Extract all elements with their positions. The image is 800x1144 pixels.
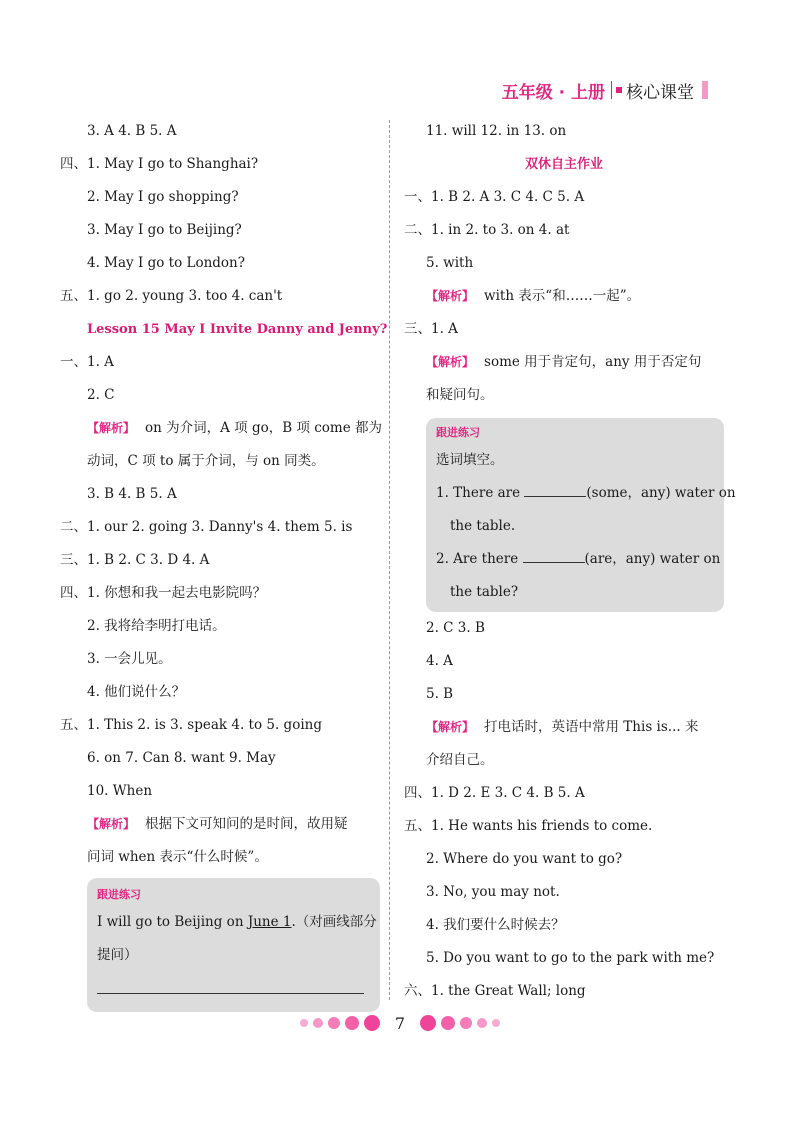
answer-line: 2. C 3. B [426, 620, 485, 636]
practice-question [436, 477, 736, 510]
header-divider [611, 81, 612, 99]
answer-line: 六、1. the Great Wall; long [404, 983, 586, 999]
dot-icon [477, 1018, 487, 1028]
column-divider [389, 120, 390, 1000]
analysis-tag: 【解析】 [87, 421, 136, 435]
practice-title: 跟进练习 [436, 426, 480, 439]
answer-line: 4. May I go to London? [87, 255, 245, 271]
dot-icon [313, 1018, 323, 1028]
analysis-note [60, 412, 383, 445]
answer-line: 10. When [87, 783, 153, 799]
practice-question [436, 543, 721, 576]
question-continuation: the table? [450, 584, 519, 600]
analysis-tag: 【解析】 [426, 355, 475, 369]
dot-icon [420, 1015, 436, 1031]
question-text: .（对画线部分 [291, 914, 377, 930]
answer-line: 一、1. B 2. A 3. C 4. C 5. A [404, 189, 585, 205]
answer-line: 三、1. A [404, 321, 458, 337]
question-text: 1. There are [436, 485, 525, 501]
analysis-text: some 用于肯定句，any 用于否定句 [484, 354, 702, 370]
fill-blank[interactable] [524, 484, 586, 497]
answer-line: 2. May I go shopping? [87, 189, 239, 205]
answer-line: 三、1. B 2. C 3. D 4. A [60, 552, 210, 568]
answer-line: 4. 他们说什么？ [87, 684, 186, 700]
section-label: 核心课堂 [626, 82, 694, 103]
analysis-tag: 【解析】 [87, 817, 136, 831]
answer-line: 一、1. A [60, 354, 114, 370]
analysis-text: 问词 when 表示“什么时候”。 [87, 849, 268, 865]
dot-icon [441, 1016, 455, 1030]
answer-line: 5. Do you want to go to the park with me? [426, 950, 715, 966]
analysis-text: 打电话时，英语中常用 This is... 来 [484, 719, 699, 735]
fill-blank[interactable] [523, 550, 585, 563]
analysis-text: 动词，C 项 to 属于介词，与 on 同类。 [87, 453, 325, 469]
answer-line: 6. on 7. Can 8. want 9. May [87, 750, 276, 766]
answer-line: 3. 一会儿见。 [87, 651, 172, 667]
answer-line: 5. B [426, 686, 454, 702]
answer-blank-line[interactable] [97, 993, 364, 994]
answer-line: 四、1. 你想和我一起去电影院吗？ [60, 585, 267, 601]
practice-instruction: 选词填空。 [436, 452, 504, 468]
answer-line: 五、1. go 2. young 3. too 4. can't [60, 288, 283, 304]
page-footer [0, 1010, 800, 1036]
practice-question: 提问） [97, 947, 138, 963]
question-text: (are，any) water on [584, 551, 721, 567]
analysis-note [404, 711, 724, 744]
grade-label: 五年级 · 上册 [501, 82, 605, 103]
analysis-text: with 表示“和……一起”。 [484, 288, 641, 304]
section-title: 双休自主作业 [524, 157, 603, 172]
practice-title: 跟进练习 [97, 888, 141, 901]
page-number: 7 [394, 1013, 406, 1033]
square-icon [616, 87, 622, 93]
answer-line: 五、1. This 2. is 3. speak 4. to 5. going [60, 717, 322, 733]
answer-line: 二、1. in 2. to 3. on 4. at [404, 222, 570, 238]
analysis-text: 和疑问句。 [426, 387, 494, 403]
question-text: I will go to Beijing on [97, 914, 248, 930]
analysis-text: on 为介词，A 项 go，B 项 come 都为 [145, 420, 383, 436]
answer-line: 2. 我将给李明打电话。 [87, 618, 226, 634]
answer-line: 3. No, you may not. [426, 884, 560, 900]
analysis-tag: 【解析】 [426, 720, 475, 734]
practice-box [87, 878, 380, 1012]
lesson-title: Lesson 15 May I Invite Danny and Jenny? [87, 322, 388, 337]
dot-icon [300, 1019, 308, 1027]
dot-icon [460, 1017, 472, 1029]
dot-icon [492, 1019, 500, 1027]
page-header [502, 78, 708, 102]
analysis-note [60, 808, 380, 841]
answer-line: 4. A [426, 653, 453, 669]
answer-line: 5. with [426, 255, 474, 271]
question-text: (some，any) water on [586, 485, 736, 501]
analysis-text: 根据下文可知问的是时间，故用疑 [145, 816, 348, 832]
answer-line: 五、1. He wants his friends to come. [404, 818, 653, 834]
dot-icon [328, 1017, 340, 1029]
question-text: 2. Are there [436, 551, 523, 567]
answer-line: 3. A 4. B 5. A [87, 123, 177, 139]
answer-line: 4. 我们要什么时候去？ [426, 917, 565, 933]
analysis-tag: 【解析】 [426, 289, 475, 303]
dot-icon [364, 1015, 380, 1031]
practice-question [97, 906, 377, 939]
answer-line: 11. will 12. in 13. on [426, 123, 567, 139]
left-column [60, 115, 388, 1012]
question-continuation: the table. [450, 518, 516, 534]
answer-line: 3. B 4. B 5. A [87, 486, 177, 502]
answer-line: 2. C [87, 387, 115, 403]
dot-icon [345, 1016, 359, 1030]
analysis-text: 介绍自己。 [426, 752, 494, 768]
analysis-note [404, 346, 724, 379]
answer-line: 3. May I go to Beijing? [87, 222, 242, 238]
right-column [404, 115, 736, 1008]
answer-line: 2. Where do you want to go? [426, 851, 623, 867]
answer-line: 四、1. May I go to Shanghai? [60, 156, 259, 172]
answer-line: 二、1. our 2. going 3. Danny's 4. them 5. is [60, 519, 353, 535]
analysis-note [404, 280, 724, 313]
answer-line: 四、1. D 2. E 3. C 4. B 5. A [404, 785, 585, 801]
practice-box [426, 418, 736, 612]
header-bar-icon [702, 81, 708, 99]
underlined-phrase: June 1 [247, 914, 292, 930]
